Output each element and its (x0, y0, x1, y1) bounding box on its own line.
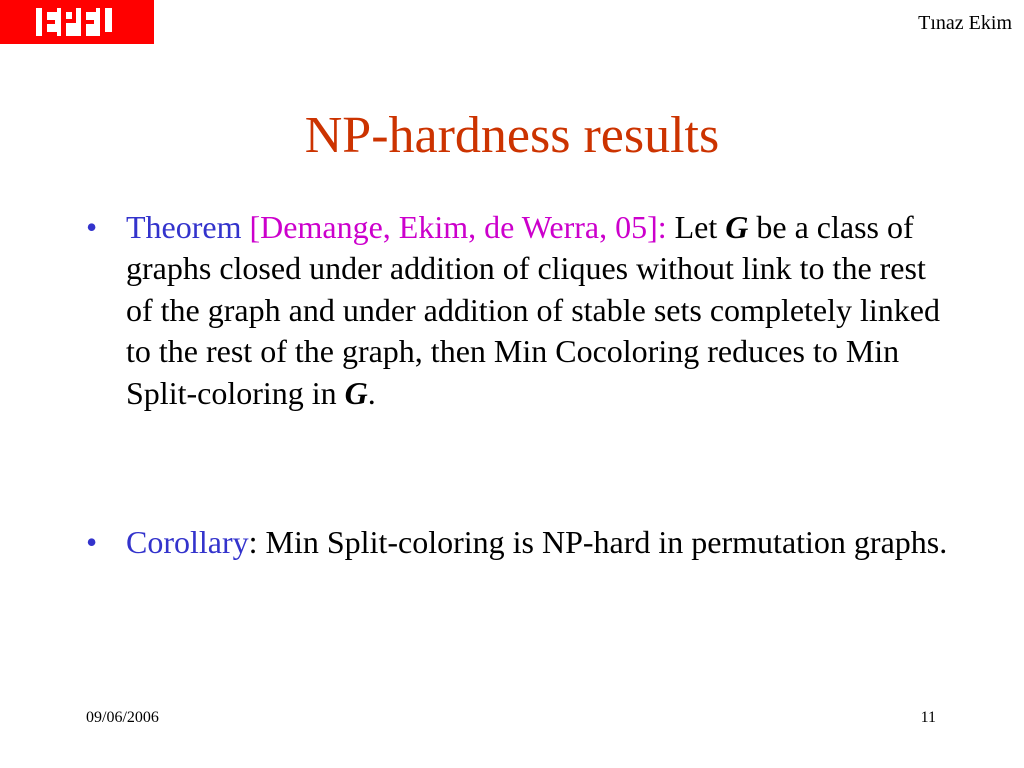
theorem-citation: [Demange, Ekim, de Werra, 05]: (241, 209, 667, 245)
graph-class-symbol: G (725, 209, 749, 245)
epfl-logo (0, 0, 154, 44)
theorem-text (126, 207, 956, 414)
corollary-bullet (86, 519, 956, 565)
graph-class-symbol: G (344, 374, 368, 411)
footer-date: 09/06/2006 (86, 709, 159, 726)
corollary-text-part-1: : Min Split-coloring is NP-hard in permutation graphs. (248, 524, 948, 560)
page-number: 11 (920, 709, 936, 726)
bullet-marker: • (86, 209, 98, 245)
corollary-text (126, 519, 956, 565)
slide-title: NP-hardness results (304, 107, 720, 164)
theorem-text-part-1: Let (666, 209, 726, 245)
corollary-label: Corollary (126, 524, 249, 560)
logo-right-block (112, 0, 154, 44)
logo-top-band (36, 0, 112, 8)
theorem-bullet (86, 207, 956, 414)
theorem-text-part-3: . (367, 374, 376, 411)
theorem-text-part-2: be a class of graphs closed under addition of cliques without link to the rest of the graph and under addition of stable sets completely linked to the rest of the graph, then Min Cocoloring reduces to Min Split-coloring in (126, 209, 940, 411)
author-name: Tınaz Ekim (918, 12, 1012, 34)
theorem-label: Theorem (126, 209, 242, 245)
logo-bottom-band (36, 36, 112, 44)
bullet-marker: • (86, 524, 98, 560)
logo-letters (42, 8, 112, 36)
logo-left-block (0, 0, 36, 44)
